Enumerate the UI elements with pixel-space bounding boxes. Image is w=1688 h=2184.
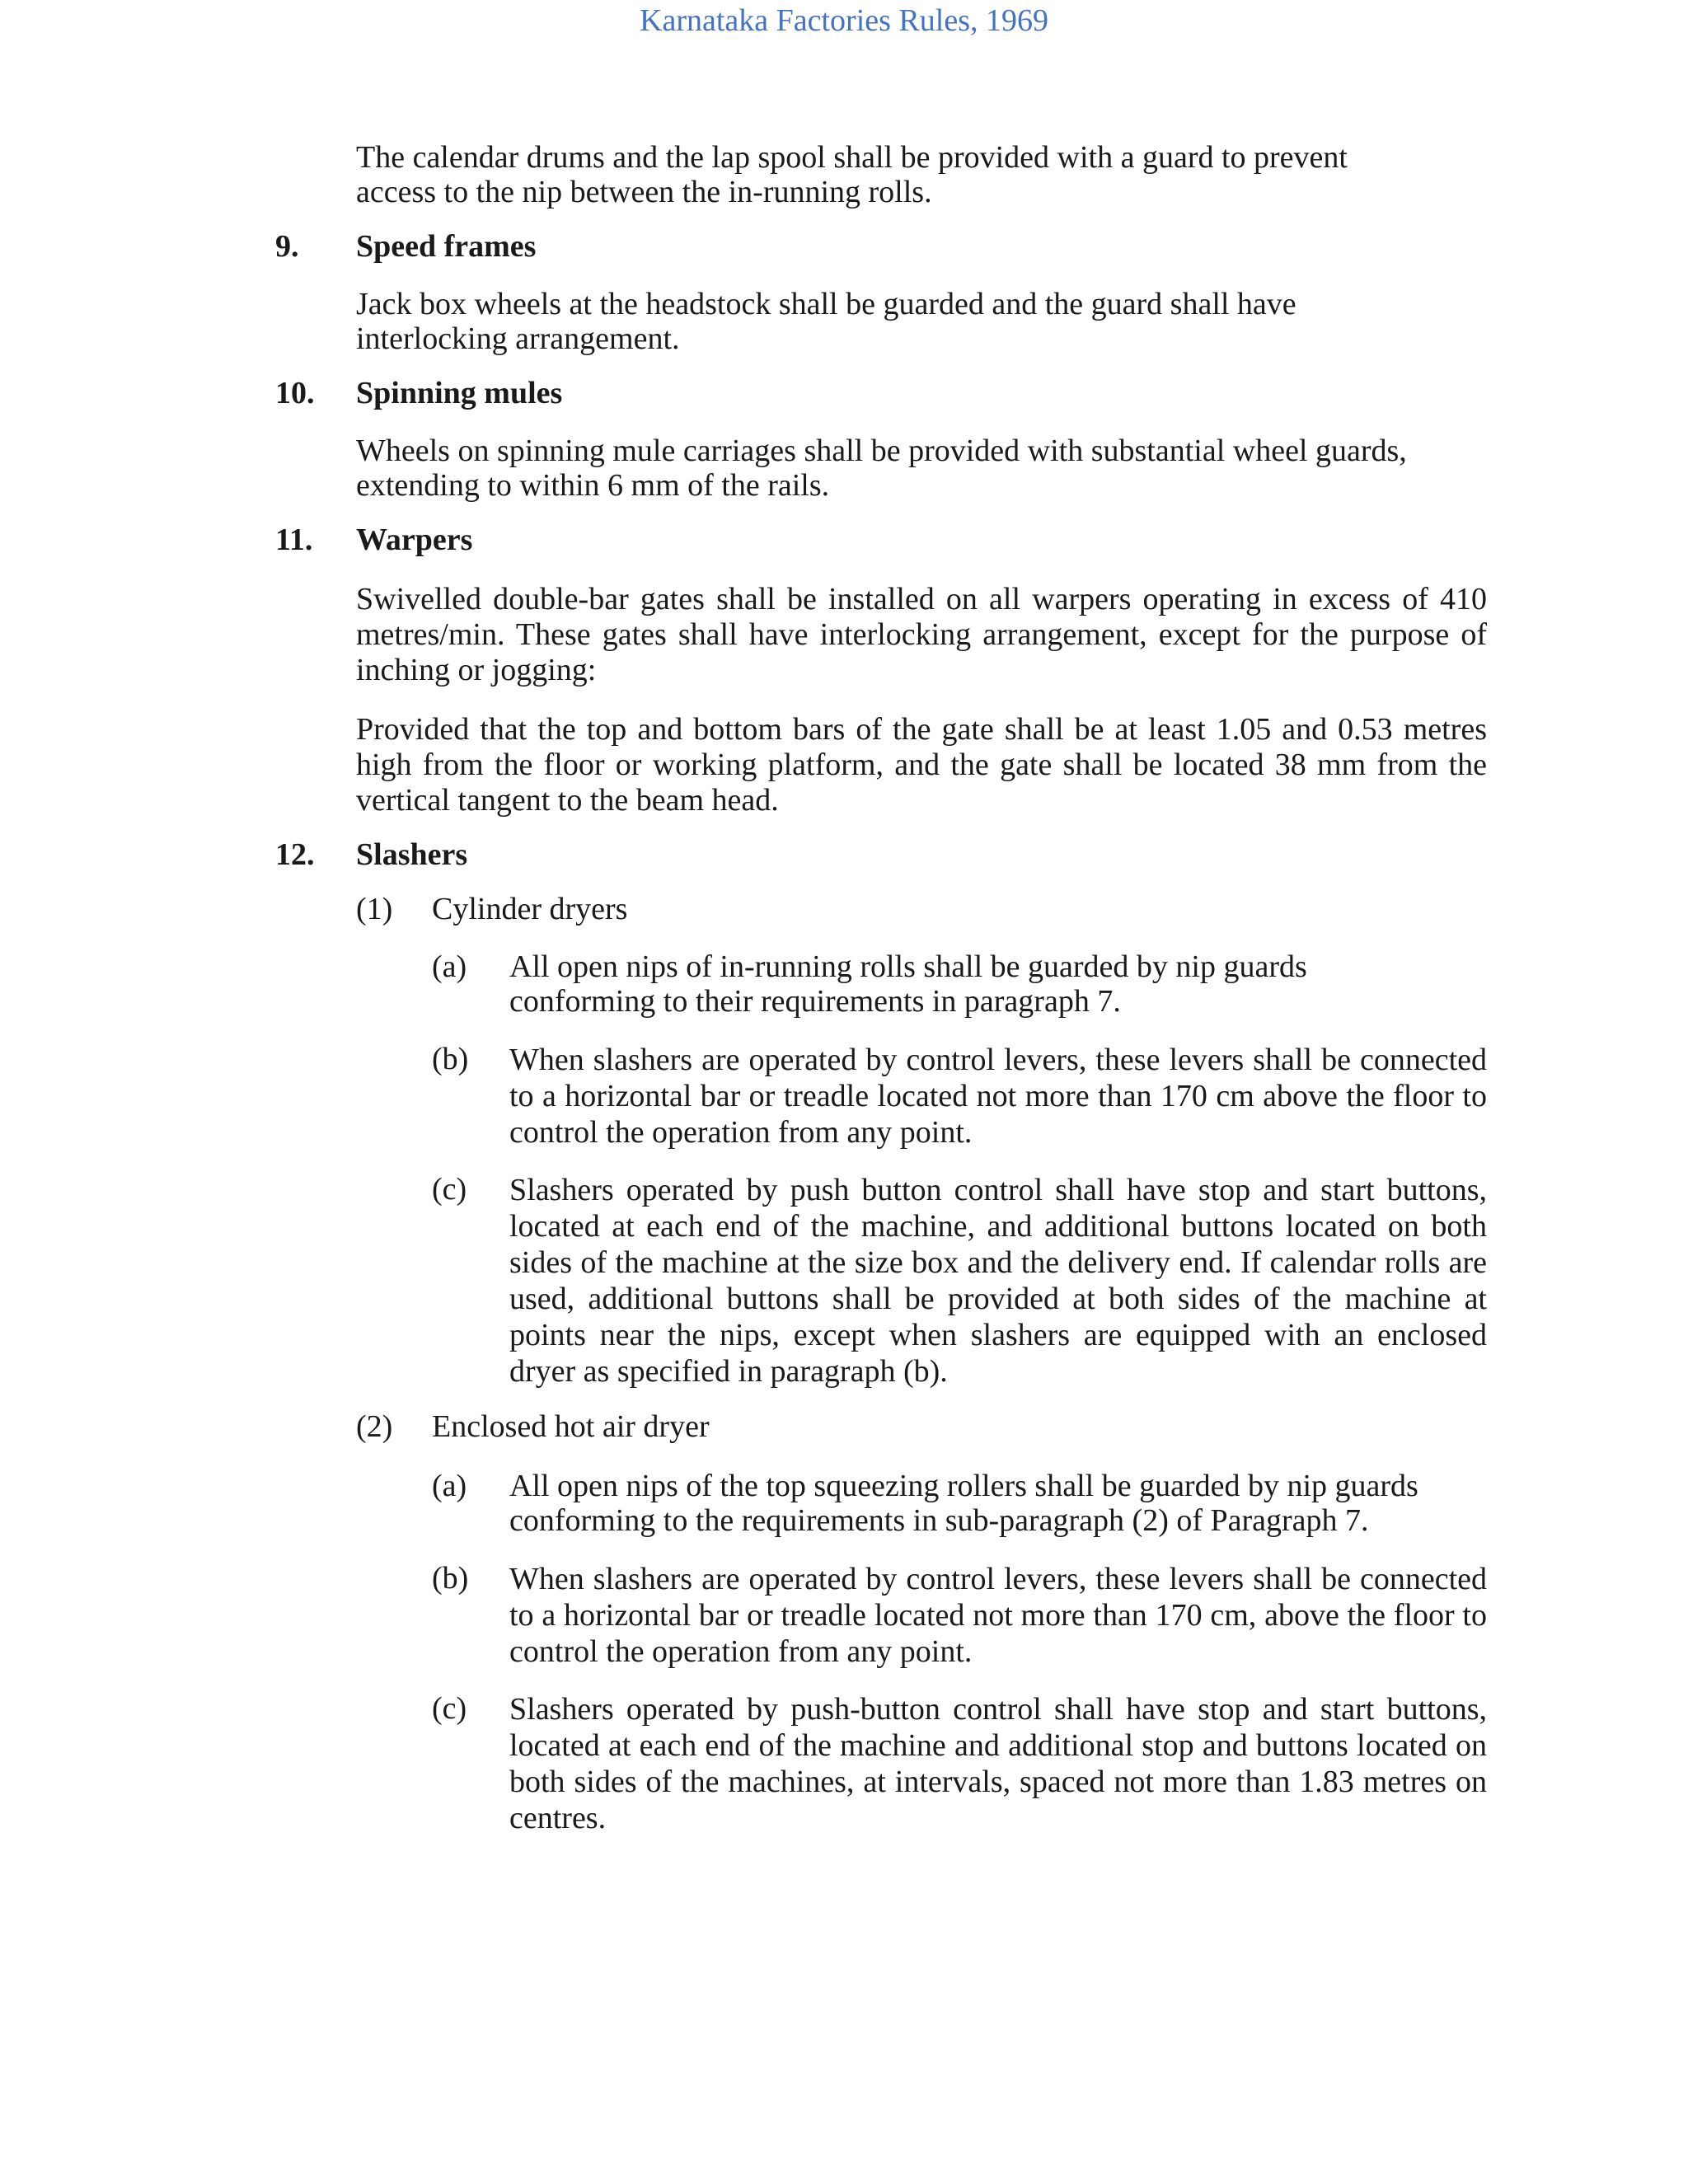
item-letter: (a)	[432, 949, 467, 984]
item-text: When slashers are operated by control levers, these levers shall be connected to a horizontal bar or treadle located not more than 170 cm above the floor to control the operation from any point.	[509, 1043, 1487, 1150]
section-number: 12.	[275, 837, 315, 872]
item-text: Slashers operated by push-button control shall have stop and start buttons, located at each end of the machine and additional stop and buttons located on both sides of the machines, at intervals, spaced not more than 1.83 metres on centres.	[509, 1692, 1487, 1835]
subsection-title: Enclosed hot air dryer	[432, 1409, 710, 1444]
item-letter: (b)	[432, 1561, 469, 1596]
section-paragraph: Wheels on spinning mule carriages shall be provided with substantial wheel guards, extending to within 6 mm of the rails.	[356, 434, 1407, 503]
item-letter: (c)	[432, 1691, 467, 1726]
section-title: Speed frames	[356, 229, 537, 264]
item-letter: (b)	[432, 1042, 469, 1076]
item-text: Slashers operated by push button control shall have stop and start buttons, located at each end of the machine, and additional buttons located on both sides of the machine at the size box and the delivery end. If calendar rolls are used, additional buttons shall be provided at both sides of the machine at points near the nips, except when slashers are equipped with an enclosed dryer as specified in paragraph (b).	[509, 1173, 1487, 1389]
item-text: All open nips of the top squeezing rollers shall be guarded by nip guards conforming to the requirements in sub-paragraph (2) of Paragraph 7.	[509, 1469, 1418, 1538]
section-title: Spinning mules	[356, 376, 563, 410]
section-paragraph: Swivelled double-bar gates shall be installed on all warpers operating in excess of 410 metres/min. These gates shall have interlocking arrangement, except for the purpose of inching or jogging:	[356, 582, 1487, 687]
intro-paragraph: The calendar drums and the lap spool shall be provided with a guard to prevent access to the nip between the in-running rolls.	[356, 140, 1348, 209]
section-title: Slashers	[356, 837, 468, 872]
item-text: When slashers are operated by control levers, these levers shall be connected to a horizontal bar or treadle located not more than 170 cm, above the floor to control the operation from any point.	[509, 1562, 1487, 1669]
section-paragraph: Jack box wheels at the headstock shall be guarded and the guard shall have interlocking arrangement.	[356, 287, 1296, 356]
item-text: All open nips of in-running rolls shall be guarded by nip guards conforming to their requirements in paragraph 7.	[509, 949, 1307, 1019]
section-number: 9.	[275, 229, 299, 264]
section-paragraph: Provided that the top and bottom bars of the gate shall be at least 1.05 and 0.53 metres high from the floor or working platform, and the gate shall be located 38 mm from the vertical tangent to the beam head.	[356, 712, 1487, 818]
subsection-title: Cylinder dryers	[432, 892, 628, 926]
item-letter: (a)	[432, 1469, 467, 1503]
section-number: 10.	[275, 376, 315, 410]
page-header-title: Karnataka Factories Rules, 1969	[640, 3, 1048, 38]
section-title: Warpers	[356, 523, 473, 557]
section-number: 11.	[275, 523, 313, 557]
item-letter: (c)	[432, 1172, 467, 1207]
subsection-number: (1)	[356, 892, 393, 926]
subsection-number: (2)	[356, 1409, 393, 1444]
